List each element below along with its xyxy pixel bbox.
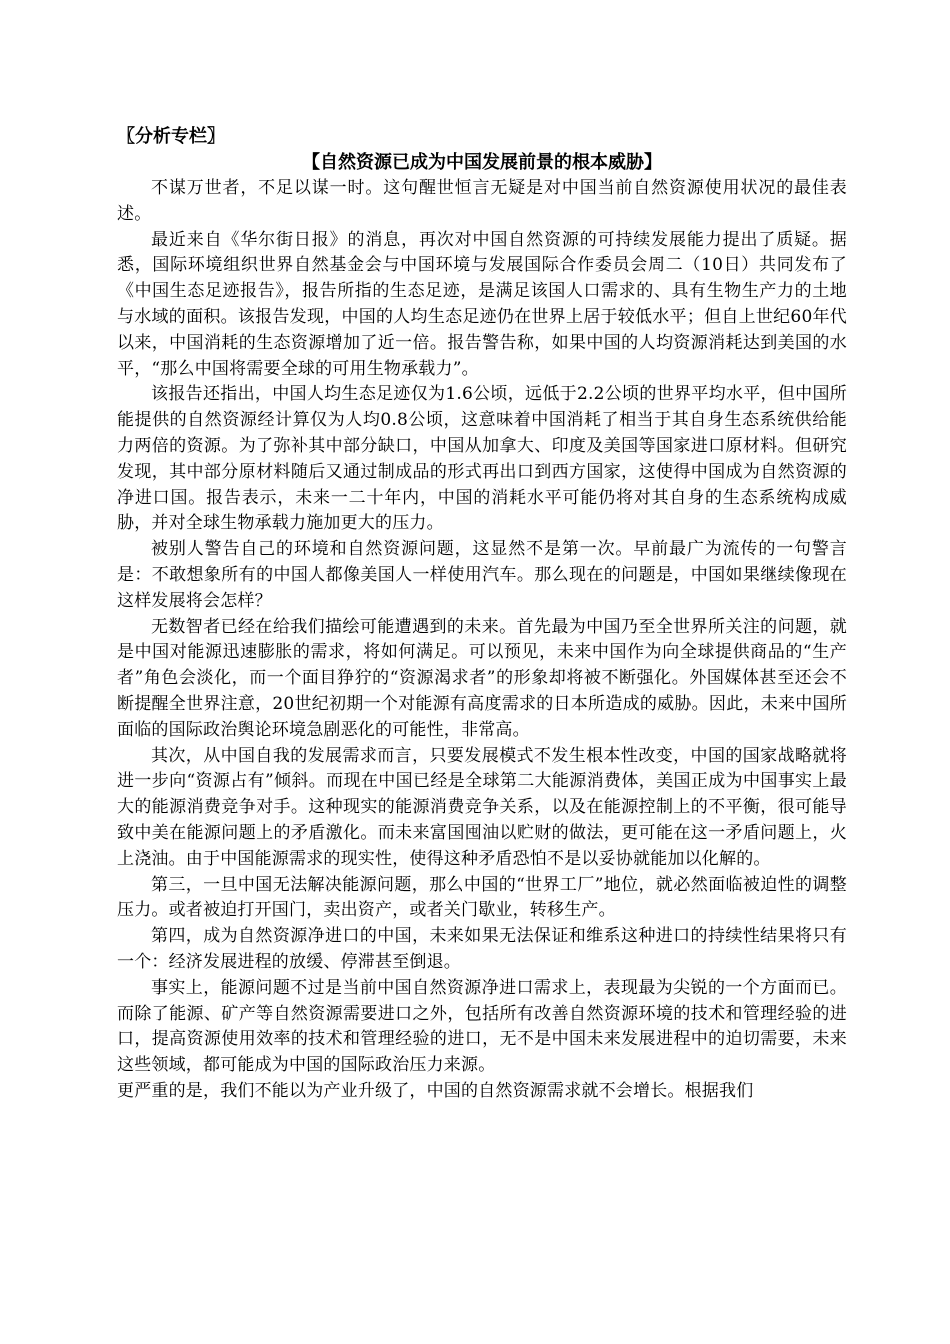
document-page	[117, 124, 847, 1105]
paragraph-5: 无数智者已经在给我们描绘可能遭遇到的未来。首先最为中国乃至全世界所关注的问题，就是中国对能源迅速膨胀的需求，将如何满足。可以预见，未来中国作为向全球提供商品的“生产者”角色会淡化，而一个面目狰狞的“资源渴求者”的形象却将被不断强化。外国媒体甚至还会不断提醒全世界注意，20世纪初期一个对能源有高度需求的日本所造成的威胁。因此，未来中国所面临的国际政治舆论环境急剧恶化的可能性，非常高。	[117, 616, 847, 740]
article-body	[117, 176, 847, 1105]
section-tag: 〖分析专栏〗	[117, 126, 225, 147]
paragraph-8: 第四，成为自然资源净进口的中国，未来如果无法保证和维系这种进口的持续性结果将只有一个：经济发展进程的放缓、停滞甚至倒退。	[117, 926, 847, 972]
paragraph-9: 事实上，能源问题不过是当前中国自然资源净进口需求上，表现最为尖锐的一个方面而已。而除了能源、矿产等自然资源需要进口之外，包括所有改善自然资源环境的技术和管理经验的进口，提高资源使用效率的技术和管理经验的进口，无不是中国未来发展进程中的迫切需要，未来这些领域，都可能成为中国的国际政治压力来源。	[117, 977, 847, 1076]
paragraph-2: 最近来自《华尔街日报》的消息，再次对中国自然资源的可持续发展能力提出了质疑。据悉，国际环境组织世界自然基金会与中国环境与发展国际合作委员会周二（10日）共同发布了《中国生态足迹报告》，报告所指的生态足迹，是满足该国人口需求的、具有生物生产力的土地与水域的面积。该报告发现，中国的人均生态足迹仍在世界上居于较低水平；但自上世纪60年代以来，中国消耗的生态资源增加了近一倍。报告警告称，如果中国的人均资源消耗达到美国的水平，“那么中国将需要全球的可用生物承载力”。	[117, 229, 847, 379]
article-title: 【自然资源已成为中国发展前景的根本威胁】	[302, 152, 662, 173]
paragraph-4: 被别人警告自己的环境和自然资源问题，这显然不是第一次。早前最广为流传的一句警言是：不敢想象所有的中国人都像美国人一样使用汽车。那么现在的问题是，中国如果继续像现在这样发展将会怎样？	[117, 539, 847, 611]
paragraph-7: 第三，一旦中国无法解决能源问题，那么中国的“世界工厂”地位，就必然面临被迫性的调整压力。或者被迫打开国门，卖出资产，或者关门歇业，转移生产。	[117, 874, 847, 921]
paragraph-3: 该报告还指出，中国人均生态足迹仅为1.6公顷，远低于2.2公顷的世界平均水平，但中国所能提供的自然资源经计算仅为人均0.8公顷，这意味着中国消耗了相当于其自身生态系统供给能力两倍的资源。为了弥补其中部分缺口，中国从加拿大、印度及美国等国家进口原材料。但研究发现，其中部分原材料随后又通过制成品的形式再出口到西方国家，这使得中国成为自然资源的净进口国。报告表示，未来一二十年内，中国的消耗水平可能仍将对其自身的生态系统构成威胁，并对全球生物承载力施加更大的压力。	[117, 384, 847, 534]
paragraph-1: 不谋万世者，不足以谋一时。这句醒世恒言无疑是对中国当前自然资源使用状况的最佳表述。	[117, 178, 847, 224]
paragraph-10: 更严重的是，我们不能以为产业升级了，中国的自然资源需求就不会增长。根据我们	[117, 1080, 754, 1101]
paragraph-6: 其次，从中国自我的发展需求而言，只要发展模式不发生根本性改变，中国的国家战略就将进一步向“资源占有”倾斜。而现在中国已经是全球第二大能源消费体，美国正成为中国事实上最大的能源消费竞争对手。这种现实的能源消费竞争关系，以及在能源控制上的不平衡，很可能导致中美在能源问题上的矛盾激化。而未来富国囤油以贮财的做法，更可能在这一矛盾问题上，火上浇油。由于中国能源需求的现实性，使得这种矛盾恐怕不是以妥协就能加以化解的。	[117, 745, 847, 869]
